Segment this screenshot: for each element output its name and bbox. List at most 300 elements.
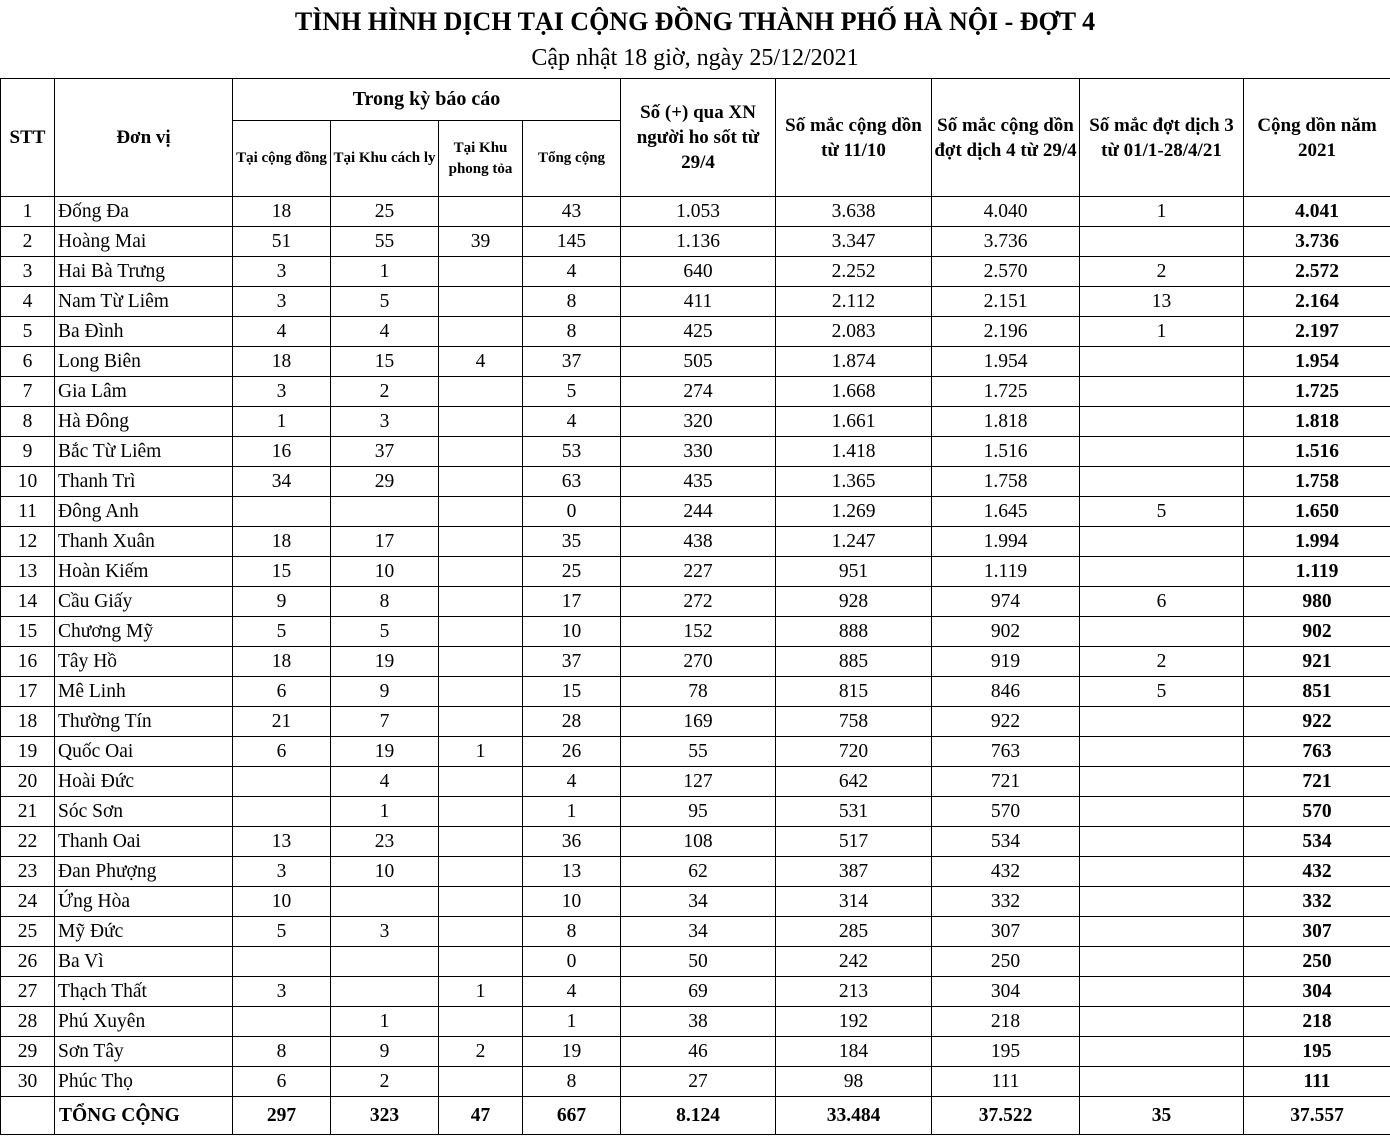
so-duong-tinh-cell: 438 xyxy=(621,527,776,557)
stt-cell: 13 xyxy=(1,557,55,587)
table-row xyxy=(1,227,1390,257)
stt-cell: 6 xyxy=(1,347,55,377)
tong-cong-cell: 37 xyxy=(523,647,621,677)
cong-don-nam-cell: 1.516 xyxy=(1244,437,1390,467)
so-mac-dot3-cell xyxy=(1080,527,1244,557)
table-row xyxy=(1,377,1390,407)
so-mac-dot3-cell xyxy=(1080,437,1244,467)
don-vi-cell: Sóc Sơn xyxy=(55,797,233,827)
so-mac-dot4-cell: 195 xyxy=(932,1037,1080,1067)
don-vi-cell: Chương Mỹ xyxy=(55,617,233,647)
so-mac-dot4-cell: 4.040 xyxy=(932,197,1080,227)
table-row xyxy=(1,947,1390,977)
table-row xyxy=(1,1037,1390,1067)
so-mac-cong-don-cell: 2.112 xyxy=(776,287,932,317)
tai-khu-phong-toa-cell xyxy=(439,557,523,587)
cong-don-nam-cell: 1.758 xyxy=(1244,467,1390,497)
so-mac-cong-don-cell: 242 xyxy=(776,947,932,977)
so-duong-tinh-cell: 108 xyxy=(621,827,776,857)
so-mac-dot4-cell: 974 xyxy=(932,587,1080,617)
cong-don-nam-cell: 195 xyxy=(1244,1037,1390,1067)
table-row xyxy=(1,707,1390,737)
cong-don-nam-cell: 218 xyxy=(1244,1007,1390,1037)
don-vi-cell: Sơn Tây xyxy=(55,1037,233,1067)
stt-cell: 20 xyxy=(1,767,55,797)
stt-cell: 18 xyxy=(1,707,55,737)
table-row xyxy=(1,617,1390,647)
header-don-vi: Đơn vị xyxy=(55,79,233,197)
cong-don-nam-cell: 307 xyxy=(1244,917,1390,947)
tai-cong-dong-cell: 13 xyxy=(233,827,331,857)
stt-cell: 14 xyxy=(1,587,55,617)
cong-don-nam-cell: 4.041 xyxy=(1244,197,1390,227)
tong-cong-cell: 4 xyxy=(523,257,621,287)
report-header xyxy=(0,0,1390,78)
don-vi-cell: Thạch Thất xyxy=(55,977,233,1007)
stt-cell: 5 xyxy=(1,317,55,347)
so-mac-dot3-cell: 2 xyxy=(1080,647,1244,677)
cong-don-nam-cell: 1.650 xyxy=(1244,497,1390,527)
stt-cell: 11 xyxy=(1,497,55,527)
so-duong-tinh-cell: 411 xyxy=(621,287,776,317)
header-tai-khu-phong-toa: Tại Khu phong tỏa xyxy=(439,121,523,197)
total-cell: 297 xyxy=(233,1097,331,1135)
don-vi-cell: Đan Phượng xyxy=(55,857,233,887)
tong-cong-cell: 10 xyxy=(523,887,621,917)
don-vi-cell: Đông Anh xyxy=(55,497,233,527)
table-row xyxy=(1,527,1390,557)
header-cong-don-nam: Cộng dồn năm 2021 xyxy=(1244,79,1390,197)
cong-don-nam-cell: 721 xyxy=(1244,767,1390,797)
total-stt-cell xyxy=(1,1097,55,1135)
so-mac-dot4-cell: 3.736 xyxy=(932,227,1080,257)
so-mac-cong-don-cell: 2.083 xyxy=(776,317,932,347)
so-mac-dot3-cell xyxy=(1080,767,1244,797)
so-duong-tinh-cell: 1.136 xyxy=(621,227,776,257)
so-mac-dot3-cell xyxy=(1080,1037,1244,1067)
so-mac-dot4-cell: 1.818 xyxy=(932,407,1080,437)
so-duong-tinh-cell: 270 xyxy=(621,647,776,677)
tai-khu-cach-ly-cell xyxy=(331,977,439,1007)
so-mac-cong-don-cell: 184 xyxy=(776,1037,932,1067)
report-subtitle: Cập nhật 18 giờ, ngày 25/12/2021 xyxy=(531,45,859,71)
tai-cong-dong-cell: 9 xyxy=(233,587,331,617)
so-mac-cong-don-cell: 3.347 xyxy=(776,227,932,257)
so-mac-cong-don-cell: 888 xyxy=(776,617,932,647)
so-duong-tinh-cell: 50 xyxy=(621,947,776,977)
stt-cell: 22 xyxy=(1,827,55,857)
so-duong-tinh-cell: 274 xyxy=(621,377,776,407)
cong-don-nam-cell: 304 xyxy=(1244,977,1390,1007)
so-duong-tinh-cell: 244 xyxy=(621,497,776,527)
so-duong-tinh-cell: 34 xyxy=(621,887,776,917)
so-mac-dot3-cell xyxy=(1080,377,1244,407)
cong-don-nam-cell: 980 xyxy=(1244,587,1390,617)
total-cell: 35 xyxy=(1080,1097,1244,1135)
stt-cell: 10 xyxy=(1,467,55,497)
so-mac-cong-don-cell: 1.269 xyxy=(776,497,932,527)
so-mac-dot3-cell xyxy=(1080,797,1244,827)
total-cell: 667 xyxy=(523,1097,621,1135)
header-tong-cong: Tổng cộng xyxy=(523,121,621,197)
table-row xyxy=(1,827,1390,857)
so-duong-tinh-cell: 69 xyxy=(621,977,776,1007)
so-mac-dot4-cell: 570 xyxy=(932,797,1080,827)
cong-don-nam-cell: 570 xyxy=(1244,797,1390,827)
tai-khu-cach-ly-cell: 25 xyxy=(331,197,439,227)
so-mac-dot3-cell: 1 xyxy=(1080,197,1244,227)
so-mac-dot3-cell xyxy=(1080,737,1244,767)
so-mac-dot3-cell: 2 xyxy=(1080,257,1244,287)
total-label: TỔNG CỘNG xyxy=(55,1097,233,1135)
cong-don-nam-cell: 534 xyxy=(1244,827,1390,857)
table-row xyxy=(1,857,1390,887)
so-mac-dot4-cell: 1.994 xyxy=(932,527,1080,557)
so-mac-cong-don-cell: 951 xyxy=(776,557,932,587)
so-mac-cong-don-cell: 758 xyxy=(776,707,932,737)
so-mac-dot4-cell: 919 xyxy=(932,647,1080,677)
don-vi-cell: Ứng Hòa xyxy=(55,887,233,917)
cong-don-nam-cell: 432 xyxy=(1244,857,1390,887)
stt-cell: 16 xyxy=(1,647,55,677)
tai-khu-cach-ly-cell: 15 xyxy=(331,347,439,377)
tai-khu-phong-toa-cell: 1 xyxy=(439,737,523,767)
tong-cong-cell: 63 xyxy=(523,467,621,497)
total-cell: 37.557 xyxy=(1244,1097,1390,1135)
so-mac-dot4-cell: 1.119 xyxy=(932,557,1080,587)
tai-khu-phong-toa-cell xyxy=(439,797,523,827)
so-duong-tinh-cell: 62 xyxy=(621,857,776,887)
so-duong-tinh-cell: 435 xyxy=(621,467,776,497)
tai-khu-cach-ly-cell: 10 xyxy=(331,857,439,887)
stt-cell: 15 xyxy=(1,617,55,647)
so-mac-dot3-cell xyxy=(1080,707,1244,737)
tai-cong-dong-cell: 34 xyxy=(233,467,331,497)
so-duong-tinh-cell: 169 xyxy=(621,707,776,737)
stt-cell: 21 xyxy=(1,797,55,827)
tai-khu-cach-ly-cell: 2 xyxy=(331,377,439,407)
so-mac-dot3-cell: 6 xyxy=(1080,587,1244,617)
stt-cell: 8 xyxy=(1,407,55,437)
stt-cell: 4 xyxy=(1,287,55,317)
tong-cong-cell: 145 xyxy=(523,227,621,257)
so-mac-dot4-cell: 534 xyxy=(932,827,1080,857)
stt-cell: 7 xyxy=(1,377,55,407)
don-vi-cell: Bắc Từ Liêm xyxy=(55,437,233,467)
tai-khu-cach-ly-cell: 29 xyxy=(331,467,439,497)
tong-cong-cell: 25 xyxy=(523,557,621,587)
so-mac-dot4-cell: 721 xyxy=(932,767,1080,797)
tai-cong-dong-cell: 3 xyxy=(233,287,331,317)
header-trong-ky-bao-cao: Trong kỳ báo cáo xyxy=(233,79,621,121)
tai-cong-dong-cell: 4 xyxy=(233,317,331,347)
header-so-duong-tinh: Số (+) qua XN người ho sốt từ 29/4 xyxy=(621,79,776,197)
tong-cong-cell: 19 xyxy=(523,1037,621,1067)
so-duong-tinh-cell: 1.053 xyxy=(621,197,776,227)
tai-khu-phong-toa-cell xyxy=(439,377,523,407)
cong-don-nam-cell: 2.572 xyxy=(1244,257,1390,287)
tai-cong-dong-cell: 3 xyxy=(233,257,331,287)
table-row xyxy=(1,767,1390,797)
so-mac-dot3-cell: 5 xyxy=(1080,497,1244,527)
table-row xyxy=(1,407,1390,437)
tong-cong-cell: 43 xyxy=(523,197,621,227)
total-cell: 323 xyxy=(331,1097,439,1135)
tai-khu-phong-toa-cell xyxy=(439,527,523,557)
so-duong-tinh-cell: 46 xyxy=(621,1037,776,1067)
cong-don-nam-cell: 1.954 xyxy=(1244,347,1390,377)
so-mac-dot3-cell xyxy=(1080,827,1244,857)
stt-cell: 17 xyxy=(1,677,55,707)
stt-cell: 24 xyxy=(1,887,55,917)
don-vi-cell: Thanh Oai xyxy=(55,827,233,857)
stt-cell: 12 xyxy=(1,527,55,557)
so-duong-tinh-cell: 152 xyxy=(621,617,776,647)
tai-khu-phong-toa-cell xyxy=(439,887,523,917)
table-row xyxy=(1,917,1390,947)
total-cell: 47 xyxy=(439,1097,523,1135)
so-mac-dot4-cell: 763 xyxy=(932,737,1080,767)
cong-don-nam-cell: 250 xyxy=(1244,947,1390,977)
tai-khu-phong-toa-cell xyxy=(439,1067,523,1097)
tong-cong-cell: 37 xyxy=(523,347,621,377)
cong-don-nam-cell: 922 xyxy=(1244,707,1390,737)
table-row xyxy=(1,437,1390,467)
so-mac-dot4-cell: 1.954 xyxy=(932,347,1080,377)
table-row xyxy=(1,497,1390,527)
don-vi-cell: Nam Từ Liêm xyxy=(55,287,233,317)
stt-cell: 9 xyxy=(1,437,55,467)
don-vi-cell: Mê Linh xyxy=(55,677,233,707)
tai-khu-phong-toa-cell xyxy=(439,677,523,707)
so-mac-cong-don-cell: 1.874 xyxy=(776,347,932,377)
tai-cong-dong-cell: 21 xyxy=(233,707,331,737)
tai-khu-cach-ly-cell: 5 xyxy=(331,617,439,647)
stt-cell: 1 xyxy=(1,197,55,227)
so-duong-tinh-cell: 227 xyxy=(621,557,776,587)
tai-khu-cach-ly-cell: 1 xyxy=(331,257,439,287)
table-row xyxy=(1,977,1390,1007)
tai-khu-phong-toa-cell xyxy=(439,947,523,977)
don-vi-cell: Phúc Thọ xyxy=(55,1067,233,1097)
so-mac-cong-don-cell: 531 xyxy=(776,797,932,827)
so-mac-dot3-cell xyxy=(1080,407,1244,437)
table-row xyxy=(1,797,1390,827)
tai-cong-dong-cell xyxy=(233,497,331,527)
don-vi-cell: Đống Đa xyxy=(55,197,233,227)
so-mac-dot4-cell: 304 xyxy=(932,977,1080,1007)
report-title: TÌNH HÌNH DỊCH TẠI CỘNG ĐỒNG THÀNH PHỐ HÀ NỘI - ĐỢT 4 xyxy=(294,7,1096,36)
don-vi-cell: Ba Đình xyxy=(55,317,233,347)
tai-khu-phong-toa-cell xyxy=(439,827,523,857)
tai-khu-phong-toa-cell xyxy=(439,317,523,347)
tong-cong-cell: 0 xyxy=(523,497,621,527)
so-mac-cong-don-cell: 2.252 xyxy=(776,257,932,287)
so-mac-dot3-cell xyxy=(1080,617,1244,647)
so-duong-tinh-cell: 27 xyxy=(621,1067,776,1097)
tai-khu-phong-toa-cell xyxy=(439,647,523,677)
total-cell: 37.522 xyxy=(932,1097,1080,1135)
tai-cong-dong-cell: 51 xyxy=(233,227,331,257)
tong-cong-cell: 8 xyxy=(523,287,621,317)
so-mac-dot3-cell xyxy=(1080,917,1244,947)
cong-don-nam-cell: 332 xyxy=(1244,887,1390,917)
so-mac-cong-don-cell: 1.365 xyxy=(776,467,932,497)
tai-khu-phong-toa-cell xyxy=(439,587,523,617)
so-mac-cong-don-cell: 98 xyxy=(776,1067,932,1097)
cong-don-nam-cell: 763 xyxy=(1244,737,1390,767)
cong-don-nam-cell: 111 xyxy=(1244,1067,1390,1097)
cong-don-nam-cell: 921 xyxy=(1244,647,1390,677)
tai-khu-phong-toa-cell: 4 xyxy=(439,347,523,377)
tai-cong-dong-cell: 1 xyxy=(233,407,331,437)
tai-cong-dong-cell: 5 xyxy=(233,917,331,947)
tai-khu-cach-ly-cell: 3 xyxy=(331,407,439,437)
tong-cong-cell: 1 xyxy=(523,1007,621,1037)
so-duong-tinh-cell: 78 xyxy=(621,677,776,707)
tai-khu-phong-toa-cell xyxy=(439,707,523,737)
don-vi-cell: Hai Bà Trưng xyxy=(55,257,233,287)
table-row xyxy=(1,737,1390,767)
tong-cong-cell: 8 xyxy=(523,917,621,947)
table-row xyxy=(1,257,1390,287)
so-mac-dot3-cell xyxy=(1080,1067,1244,1097)
tai-khu-phong-toa-cell xyxy=(439,407,523,437)
so-mac-dot3-cell xyxy=(1080,977,1244,1007)
tai-khu-phong-toa-cell xyxy=(439,467,523,497)
tong-cong-cell: 15 xyxy=(523,677,621,707)
so-duong-tinh-cell: 505 xyxy=(621,347,776,377)
table-body xyxy=(1,197,1390,1097)
tai-cong-dong-cell: 18 xyxy=(233,647,331,677)
tai-cong-dong-cell: 18 xyxy=(233,347,331,377)
table-row xyxy=(1,287,1390,317)
tong-cong-cell: 8 xyxy=(523,317,621,347)
tong-cong-cell: 4 xyxy=(523,977,621,1007)
so-mac-cong-don-cell: 1.668 xyxy=(776,377,932,407)
header-tai-cong-dong: Tại cộng đồng xyxy=(233,121,331,197)
table-row xyxy=(1,647,1390,677)
so-mac-cong-don-cell: 1.247 xyxy=(776,527,932,557)
tai-khu-cach-ly-cell: 23 xyxy=(331,827,439,857)
tai-khu-phong-toa-cell xyxy=(439,437,523,467)
so-mac-dot3-cell: 13 xyxy=(1080,287,1244,317)
total-cell: 8.124 xyxy=(621,1097,776,1135)
so-mac-dot4-cell: 432 xyxy=(932,857,1080,887)
table-row xyxy=(1,197,1390,227)
don-vi-cell: Hoài Đức xyxy=(55,767,233,797)
tai-khu-cach-ly-cell: 4 xyxy=(331,317,439,347)
tai-cong-dong-cell: 8 xyxy=(233,1037,331,1067)
tai-khu-cach-ly-cell: 2 xyxy=(331,1067,439,1097)
stt-cell: 30 xyxy=(1,1067,55,1097)
so-mac-dot4-cell: 218 xyxy=(932,1007,1080,1037)
tai-khu-phong-toa-cell xyxy=(439,617,523,647)
total-cell: 33.484 xyxy=(776,1097,932,1135)
tai-khu-cach-ly-cell: 19 xyxy=(331,737,439,767)
so-mac-dot4-cell: 902 xyxy=(932,617,1080,647)
table-row xyxy=(1,887,1390,917)
tong-cong-cell: 17 xyxy=(523,587,621,617)
so-mac-cong-don-cell: 213 xyxy=(776,977,932,1007)
table-row xyxy=(1,1007,1390,1037)
tong-cong-cell: 0 xyxy=(523,947,621,977)
so-mac-dot4-cell: 307 xyxy=(932,917,1080,947)
so-mac-dot4-cell: 922 xyxy=(932,707,1080,737)
so-duong-tinh-cell: 320 xyxy=(621,407,776,437)
tai-khu-cach-ly-cell xyxy=(331,887,439,917)
tai-khu-cach-ly-cell: 5 xyxy=(331,287,439,317)
so-mac-cong-don-cell: 885 xyxy=(776,647,932,677)
tai-khu-cach-ly-cell: 7 xyxy=(331,707,439,737)
tai-khu-phong-toa-cell xyxy=(439,1007,523,1037)
don-vi-cell: Thanh Xuân xyxy=(55,527,233,557)
tong-cong-cell: 8 xyxy=(523,1067,621,1097)
don-vi-cell: Long Biên xyxy=(55,347,233,377)
tong-cong-cell: 35 xyxy=(523,527,621,557)
tong-cong-cell: 13 xyxy=(523,857,621,887)
stt-cell: 25 xyxy=(1,917,55,947)
tai-khu-phong-toa-cell: 39 xyxy=(439,227,523,257)
stt-cell: 19 xyxy=(1,737,55,767)
tai-cong-dong-cell: 18 xyxy=(233,197,331,227)
so-mac-dot4-cell: 2.196 xyxy=(932,317,1080,347)
don-vi-cell: Quốc Oai xyxy=(55,737,233,767)
tai-khu-cach-ly-cell: 55 xyxy=(331,227,439,257)
total-row xyxy=(1,1097,1390,1135)
so-mac-dot4-cell: 250 xyxy=(932,947,1080,977)
tong-cong-cell: 5 xyxy=(523,377,621,407)
so-mac-cong-don-cell: 314 xyxy=(776,887,932,917)
tai-khu-phong-toa-cell: 1 xyxy=(439,977,523,1007)
so-mac-dot4-cell: 1.725 xyxy=(932,377,1080,407)
tai-khu-cach-ly-cell xyxy=(331,947,439,977)
tai-cong-dong-cell: 3 xyxy=(233,977,331,1007)
so-duong-tinh-cell: 55 xyxy=(621,737,776,767)
tai-cong-dong-cell: 6 xyxy=(233,737,331,767)
don-vi-cell: Phú Xuyên xyxy=(55,1007,233,1037)
tai-khu-cach-ly-cell: 19 xyxy=(331,647,439,677)
so-mac-cong-don-cell: 928 xyxy=(776,587,932,617)
so-mac-dot3-cell xyxy=(1080,467,1244,497)
table-row xyxy=(1,347,1390,377)
tong-cong-cell: 36 xyxy=(523,827,621,857)
tai-cong-dong-cell: 10 xyxy=(233,887,331,917)
so-mac-dot4-cell: 1.645 xyxy=(932,497,1080,527)
stt-cell: 2 xyxy=(1,227,55,257)
so-duong-tinh-cell: 38 xyxy=(621,1007,776,1037)
table-row xyxy=(1,557,1390,587)
tai-khu-cach-ly-cell: 3 xyxy=(331,917,439,947)
cong-don-nam-cell: 902 xyxy=(1244,617,1390,647)
tong-cong-cell: 10 xyxy=(523,617,621,647)
table-row xyxy=(1,317,1390,347)
tai-khu-cach-ly-cell: 4 xyxy=(331,767,439,797)
header-tai-khu-cach-ly: Tại Khu cách ly xyxy=(331,121,439,197)
tong-cong-cell: 1 xyxy=(523,797,621,827)
tai-khu-cach-ly-cell: 10 xyxy=(331,557,439,587)
cong-don-nam-cell: 851 xyxy=(1244,677,1390,707)
so-mac-dot4-cell: 1.758 xyxy=(932,467,1080,497)
tai-khu-cach-ly-cell: 1 xyxy=(331,797,439,827)
tai-khu-cach-ly-cell: 9 xyxy=(331,677,439,707)
so-mac-dot4-cell: 2.151 xyxy=(932,287,1080,317)
header-so-mac-cong-don: Số mắc cộng dồn từ 11/10 xyxy=(776,79,932,197)
tai-cong-dong-cell: 3 xyxy=(233,857,331,887)
tai-cong-dong-cell xyxy=(233,767,331,797)
tai-khu-phong-toa-cell xyxy=(439,917,523,947)
tai-cong-dong-cell xyxy=(233,947,331,977)
